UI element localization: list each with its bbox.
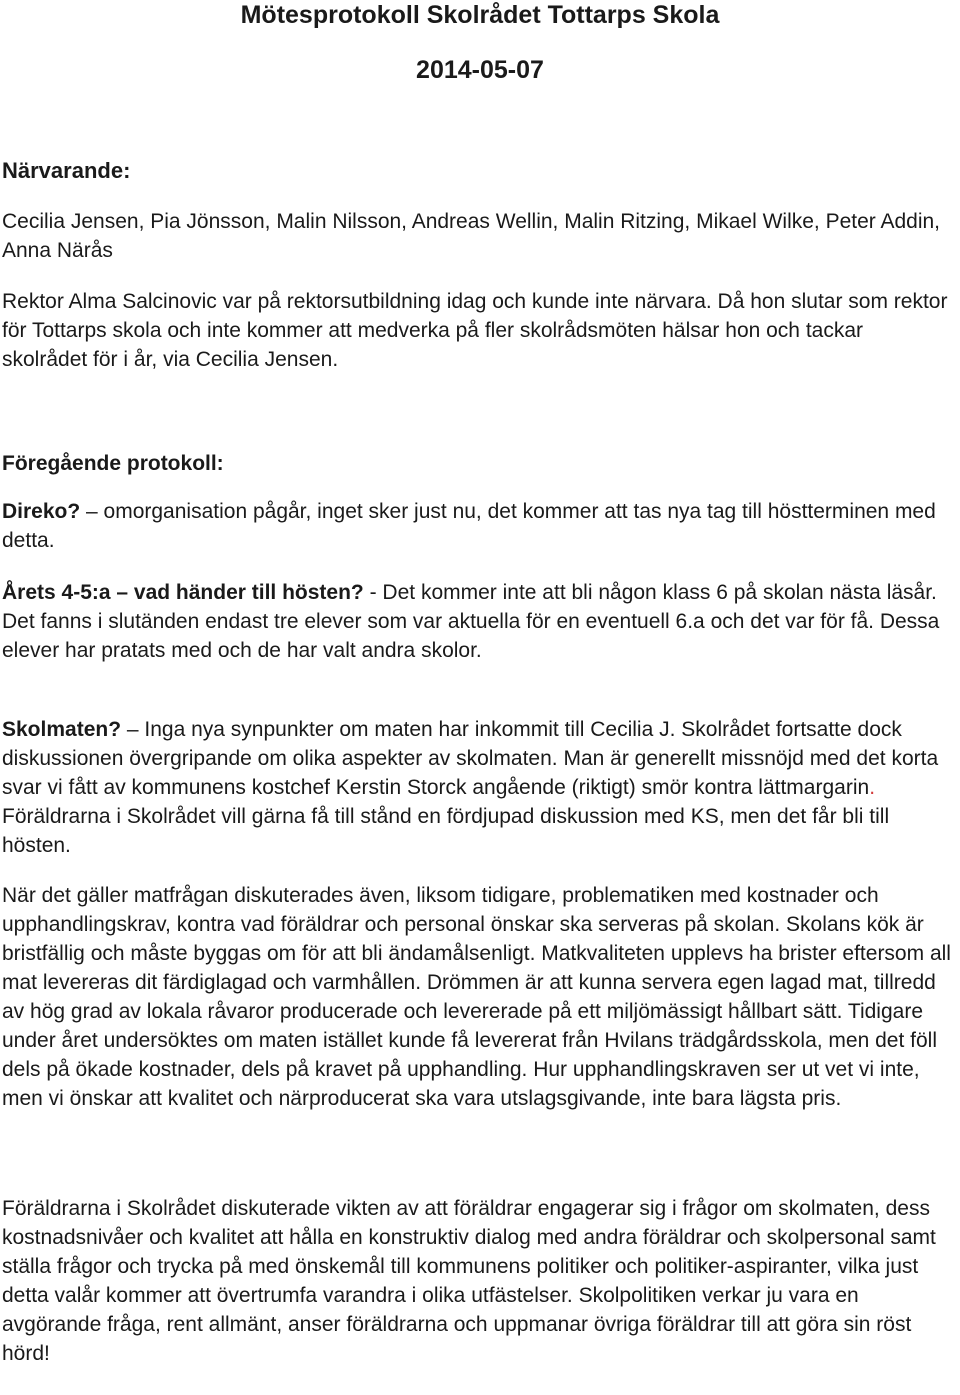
item-direko-label: Direko?	[2, 500, 81, 523]
item-food-label: Skolmaten?	[2, 718, 122, 741]
previous-protocol-heading: Föregående protokoll:	[2, 452, 224, 475]
item-food-red-mark: .	[869, 776, 876, 799]
item-food	[2, 715, 954, 860]
item-direko-text: – omorganisation pågår, inget sker just nu, det kommer att tas nya tag till höstterminen med detta.	[2, 500, 936, 552]
parents-paragraph: Föräldrarna i Skolrådet diskuterade vikten av att föräldrar engagerar sig i frågor om skolmaten, dess kostnadsnivåer och kvalitet att hålla en konstruktiv dialog med andra föräldrar och skolpersonal samt ställa frågor och trycka på med önskemål till kommunens politiker och politiker-aspiranter, vilka just detta valår kommer att övertrumfa varandra i olika utfästelser. Skolpolitiken verkar ju vara en avgörande fråga, rent allmänt, anser föräldrarna och uppmanar övriga föräldrar till att göra sin röst hörd!	[2, 1197, 936, 1365]
item-direko	[2, 497, 954, 555]
document-title: Mötesprotokoll Skolrådet Tottarps Skola	[240, 1, 720, 29]
item-food-text-2: Föräldrarna i Skolrådet vill gärna få till stånd en fördjupad diskussion med KS, men det får bli till hösten.	[2, 805, 890, 857]
item-grades	[2, 578, 954, 665]
item-grades-text: - Det kommer inte att bli någon klass 6 på skolan nästa läsår. Det fanns i slutänden endast tre elever som var aktuella för en eventuell 6.a och det var för få. Dessa elever har pratats med och de har valt andra skolor.	[2, 581, 940, 662]
food-discussion-paragraph: När det gäller matfrågan diskuterades även, liksom tidigare, problematiken med kostnader och upphandlingskrav, kontra vad föräldrar och personal önskar ska serveras på skolan. Skolans kök är bristfällig och måste byggas om för att bli ändamålsenligt. Matkvaliteten upplevs ha brister eftersom all mat levereras dit färdiglagad och varmhållen. Drömmen är att kunna servera egen lagad mat, tillredd av hög grad av lokala råvaror producerade och levererade på ett miljömässigt hållbart sätt. Tidigare under året undersöktes om maten istället kunde få levererat från Hvilans trädgårdsskola, men det föll dels på ökade kostnader, dels på kravet på upphandling. Hur upphandlingskraven ser ut vet vi inte, men vi önskar att kvalitet och närproducerat ska vara utslagsgivande, inte bara lägsta pris.	[2, 884, 951, 1110]
principal-note: Rektor Alma Salcinovic var på rektorsutbildning idag och kunde inte närvara. Då hon slutar som rektor för Tottarps skola och inte kommer att medverka på fler skolrådsmöten hälsar hon och tackar skolrådet för i år, via Cecilia Jensen.	[2, 290, 948, 371]
attendees-heading: Närvarande:	[2, 158, 131, 183]
item-grades-label: Årets 4-5:a – vad händer till hösten?	[2, 581, 364, 604]
meeting-date: 2014-05-07	[416, 56, 544, 84]
item-food-text-1: – Inga nya synpunkter om maten har inkommit till Cecilia J. Skolrådet fortsatte dock diskussionen övergripande om olika aspekter av skolmaten. Man är generellt missnöjd med det korta svar vi fått av kommunens kostchef Kerstin Storck angående (riktigt) smör kontra lättmargarin	[2, 718, 939, 799]
attendees-list: Cecilia Jensen, Pia Jönsson, Malin Nilsson, Andreas Wellin, Malin Ritzing, Mikael Wilke, Peter Addin, Anna Närås	[2, 210, 941, 262]
